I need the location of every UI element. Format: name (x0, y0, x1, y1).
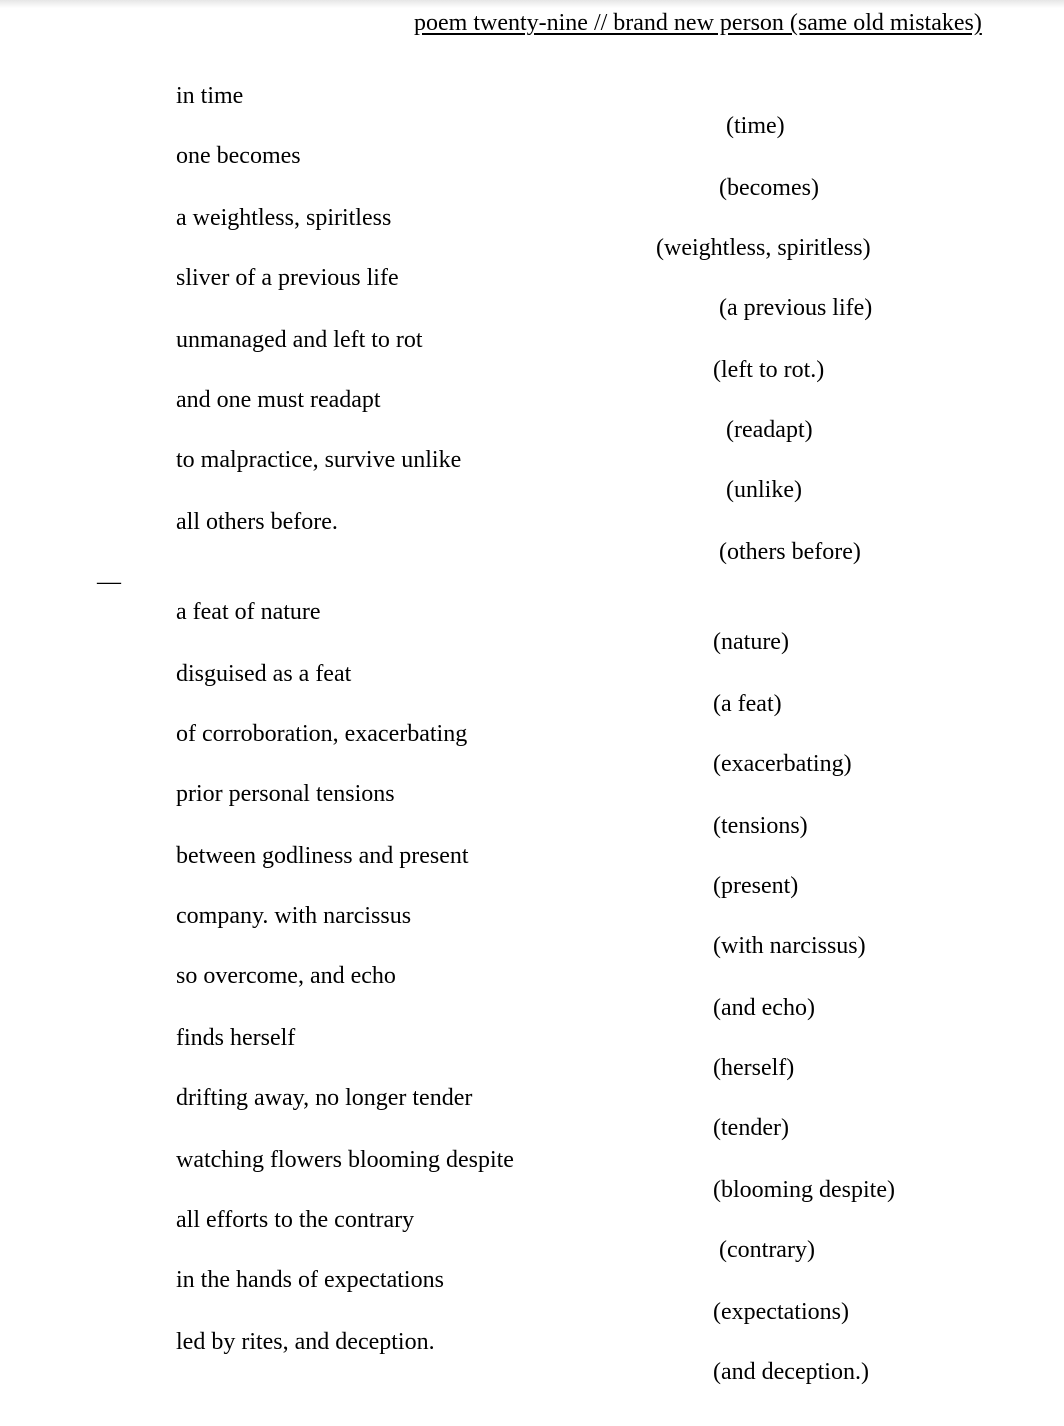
poem-line: a weightless, spiritless (176, 205, 392, 231)
echo-line: (becomes) (719, 175, 819, 201)
poem-line: to malpractice, survive unlike (176, 447, 462, 473)
poem-line: and one must readapt (176, 387, 381, 413)
echo-line: (a previous life) (719, 295, 873, 321)
poem-line: drifting away, no longer tender (176, 1085, 473, 1111)
poem-line: of corroboration, exacerbating (176, 721, 468, 747)
echo-line: (and echo) (713, 995, 815, 1021)
window-top-edge (0, 0, 1064, 8)
echo-line: (expectations) (713, 1299, 849, 1325)
echo-line: (a feat) (713, 691, 782, 717)
poem-line: so overcome, and echo (176, 963, 396, 989)
stanza-separator: — (97, 569, 121, 595)
poem-line: led by rites, and deception. (176, 1329, 435, 1355)
echo-line: (blooming despite) (713, 1177, 895, 1203)
echo-line: (contrary) (719, 1237, 815, 1263)
poem-line: prior personal tensions (176, 781, 395, 807)
poem-line: disguised as a feat (176, 661, 352, 687)
echo-line: (left to rot.) (713, 357, 825, 383)
echo-line: (present) (713, 873, 799, 899)
echo-line: (readapt) (726, 417, 813, 443)
echo-line: (tender) (713, 1115, 789, 1141)
echo-line: (nature) (713, 629, 789, 655)
poem-line: one becomes (176, 143, 301, 169)
echo-line: (tensions) (713, 813, 808, 839)
echo-line: (with narcissus) (713, 933, 866, 959)
poem-line: between godliness and present (176, 843, 469, 869)
poem-line: all efforts to the contrary (176, 1207, 415, 1233)
poem-line: sliver of a previous life (176, 265, 399, 291)
poem-line: finds herself (176, 1025, 296, 1051)
poem-line: unmanaged and left to rot (176, 327, 423, 353)
echo-line: (others before) (719, 539, 861, 565)
poem-line: in time (176, 83, 244, 109)
echo-line: (herself) (713, 1055, 795, 1081)
echo-line: (weightless, spiritless) (656, 235, 871, 261)
echo-line: (exacerbating) (713, 751, 852, 777)
poem-line: a feat of nature (176, 599, 321, 625)
poem-title: poem twenty-nine // brand new person (same old mistakes) (414, 10, 982, 36)
poem-line: watching flowers blooming despite (176, 1147, 514, 1173)
echo-line: (time) (726, 113, 785, 139)
poem-line: in the hands of expectations (176, 1267, 444, 1293)
echo-line: (and deception.) (713, 1359, 869, 1385)
echo-line: (unlike) (726, 477, 802, 503)
poem-line: company. with narcissus (176, 903, 412, 929)
poem-line: all others before. (176, 509, 338, 535)
